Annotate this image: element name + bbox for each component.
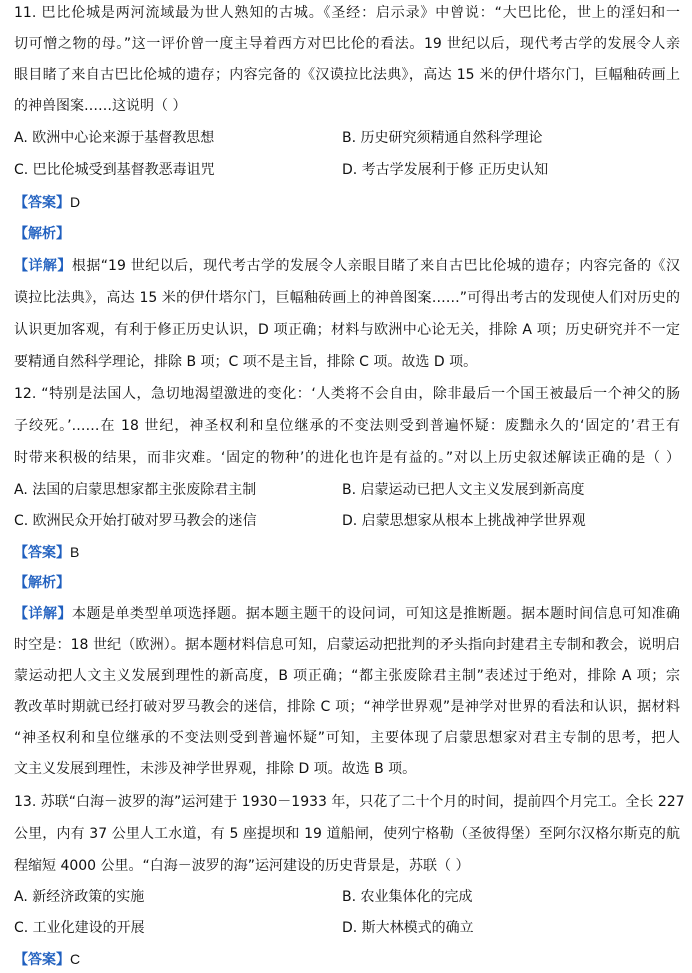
q12-detail-line-6: 文主义发展到理性，未涉及神学世界观，排除 D 项。故选 B 项。 bbox=[14, 761, 417, 777]
q12-option-d: D. 启蒙思想家从根本上挑战神学世界观 bbox=[342, 513, 586, 529]
q11-detail-line-2: 谟拉比法典》，高达 15 米的伊什塔尔门，巨幅釉砖画上的神兽图案……”可得出考古的发现使人们对历史的 bbox=[14, 290, 680, 306]
q12-answer: B bbox=[70, 544, 80, 560]
q13-answer: C bbox=[70, 951, 81, 967]
q13-option-c: C. 工业化建设的开展 bbox=[14, 920, 145, 936]
q12-stem-line-2: 子绞死。’……在 18 世纪，神圣权利和皇位继承的不变法则受到普遍怀疑：废黜永久的‘固定的’君王有 bbox=[14, 418, 680, 434]
q11-stem-line-3: 眼目睹了来自古巴比伦城的遗存；内容完备的《汉谟拉比法典》，高达 15 米的伊什塔尔门，巨幅釉砖画上 bbox=[14, 67, 680, 83]
q11-detail-text-1: 根据“19 世纪以后，现代考古学的发展令人亲眼目睹了来自古巴比伦城的遗存；内容完备的《汉 bbox=[71, 258, 681, 274]
q12-options-row-2 bbox=[14, 511, 680, 531]
q11-options-row-1 bbox=[14, 128, 680, 148]
detail-tag: 【详解】 bbox=[14, 606, 72, 622]
q12-stem-line-1: 12. “特别是法国人，急切地渴望激进的变化：‘人类将不会自由，除非最后一个国王被最后一个神父的肠 bbox=[14, 386, 680, 402]
q12-option-a: A. 法国的启蒙思想家都主张废除君主制 bbox=[14, 482, 257, 498]
q11-option-b: B. 历史研究须精通自然科学理论 bbox=[342, 130, 543, 146]
q11-analysis-line bbox=[14, 224, 70, 244]
q12-detail-line-4: 教改革时期就已经打破对罗马教会的迷信，排除 C 项；“神学世界观”是神学对世界的看法和认识，据材料 bbox=[14, 699, 680, 715]
q11-answer-line bbox=[14, 192, 80, 213]
q12-analysis-line bbox=[14, 573, 70, 593]
answer-tag: 【答案】 bbox=[14, 952, 70, 968]
q11-answer: D bbox=[70, 194, 81, 210]
q11-stem-line-1: 11. 巴比伦城是两河流域最为世人熟知的古城。《圣经：启示录》中曾说：“大巴比伦，世上的淫妇和一 bbox=[14, 5, 680, 21]
q13-answer-line bbox=[14, 949, 80, 970]
q13-option-b: B. 农业集体化的完成 bbox=[342, 889, 473, 905]
detail-tag: 【详解】 bbox=[14, 258, 72, 274]
q12-detail-line-2: 时空是：18 世纪（欧洲）。据本题材料信息可知，启蒙运动把批判的矛头指向封建君主专制和教会，说明启 bbox=[14, 637, 680, 653]
q13-option-a: A. 新经济政策的实施 bbox=[14, 889, 145, 905]
q13-options-row-1 bbox=[14, 887, 680, 907]
q12-detail-line-1 bbox=[14, 604, 680, 624]
q12-stem-line-3: 时带来积极的结果，而非灾难。‘固定的物种’的进化也许是有益的。”对以上历史叙述解读正确的是（ ） bbox=[14, 450, 680, 466]
q12-options-row-1 bbox=[14, 480, 680, 500]
analysis-tag: 【解析】 bbox=[14, 575, 70, 591]
q11-options-row-2 bbox=[14, 160, 680, 180]
answer-tag: 【答案】 bbox=[14, 545, 70, 561]
q11-detail-line-3: 认识更加客观，有利于修正历史认识，D 项正确；材料与欧洲中心论无关，排除 A 项；历史研究并不一定 bbox=[14, 322, 680, 338]
q11-stem-line-2: 切可憎之物的母。”这一评价曾一度主导着西方对巴比伦的看法。19 世纪以后，现代考古学的发展令人亲 bbox=[14, 36, 680, 52]
q13-stem-line-3: 程缩短 4000 公里。“白海－波罗的海”运河建设的历史背景是，苏联（ ） bbox=[14, 858, 470, 874]
q13-stem-line-2: 公里，内有 37 公里人工水道，有 5 座提坝和 19 道船闸，使列宁格勒（圣彼得堡）至阿尔汉格尔斯克的航 bbox=[14, 826, 680, 842]
q13-options-row-2 bbox=[14, 918, 680, 938]
q13-stem-line-1: 13. 苏联“白海－波罗的海”运河建于 1930－1933 年，只花了二十个月的时间，提前四个月完工。全长 227 bbox=[14, 794, 685, 810]
q11-option-a: A. 欧洲中心论来源于基督教思想 bbox=[14, 130, 215, 146]
q12-detail-line-5: “神圣权利和皇位继承的不变法则受到普遍怀疑”可知，主要体现了启蒙思想家对君主专制的思考，把人 bbox=[14, 730, 680, 746]
q12-option-b: B. 启蒙运动已把人文主义发展到新高度 bbox=[342, 482, 585, 498]
q12-option-c: C. 欧洲民众开始打破对罗马教会的迷信 bbox=[14, 513, 257, 529]
q11-detail-line-4: 要精通自然科学理论，排除 B 项；C 项不是主旨，排除 C 项。故选 D 项。 bbox=[14, 354, 478, 370]
analysis-tag: 【解析】 bbox=[14, 226, 70, 242]
q13-option-d: D. 斯大林模式的确立 bbox=[342, 920, 474, 936]
q11-detail-line-1 bbox=[14, 256, 680, 276]
q11-option-c: C. 巴比伦城受到基督教恶毒诅咒 bbox=[14, 162, 215, 178]
q12-answer-line bbox=[14, 542, 79, 563]
q12-detail-line-3: 蒙运动把人文主义发展到理性的新高度，B 项正确；“都主张废除君主制”表述过于绝对，排除 A 项；宗 bbox=[14, 668, 680, 684]
q12-detail-text-1: 本题是单类型单项选择题。据本题主题干的设问词，可知这是推断题。据本题时间信息可知准确 bbox=[71, 606, 681, 622]
q11-stem-line-4: 的神兽图案……这说明（ ） bbox=[14, 98, 187, 114]
q11-option-d: D. 考古学发展利于修 正历史认知 bbox=[342, 162, 549, 178]
answer-tag: 【答案】 bbox=[14, 195, 70, 211]
